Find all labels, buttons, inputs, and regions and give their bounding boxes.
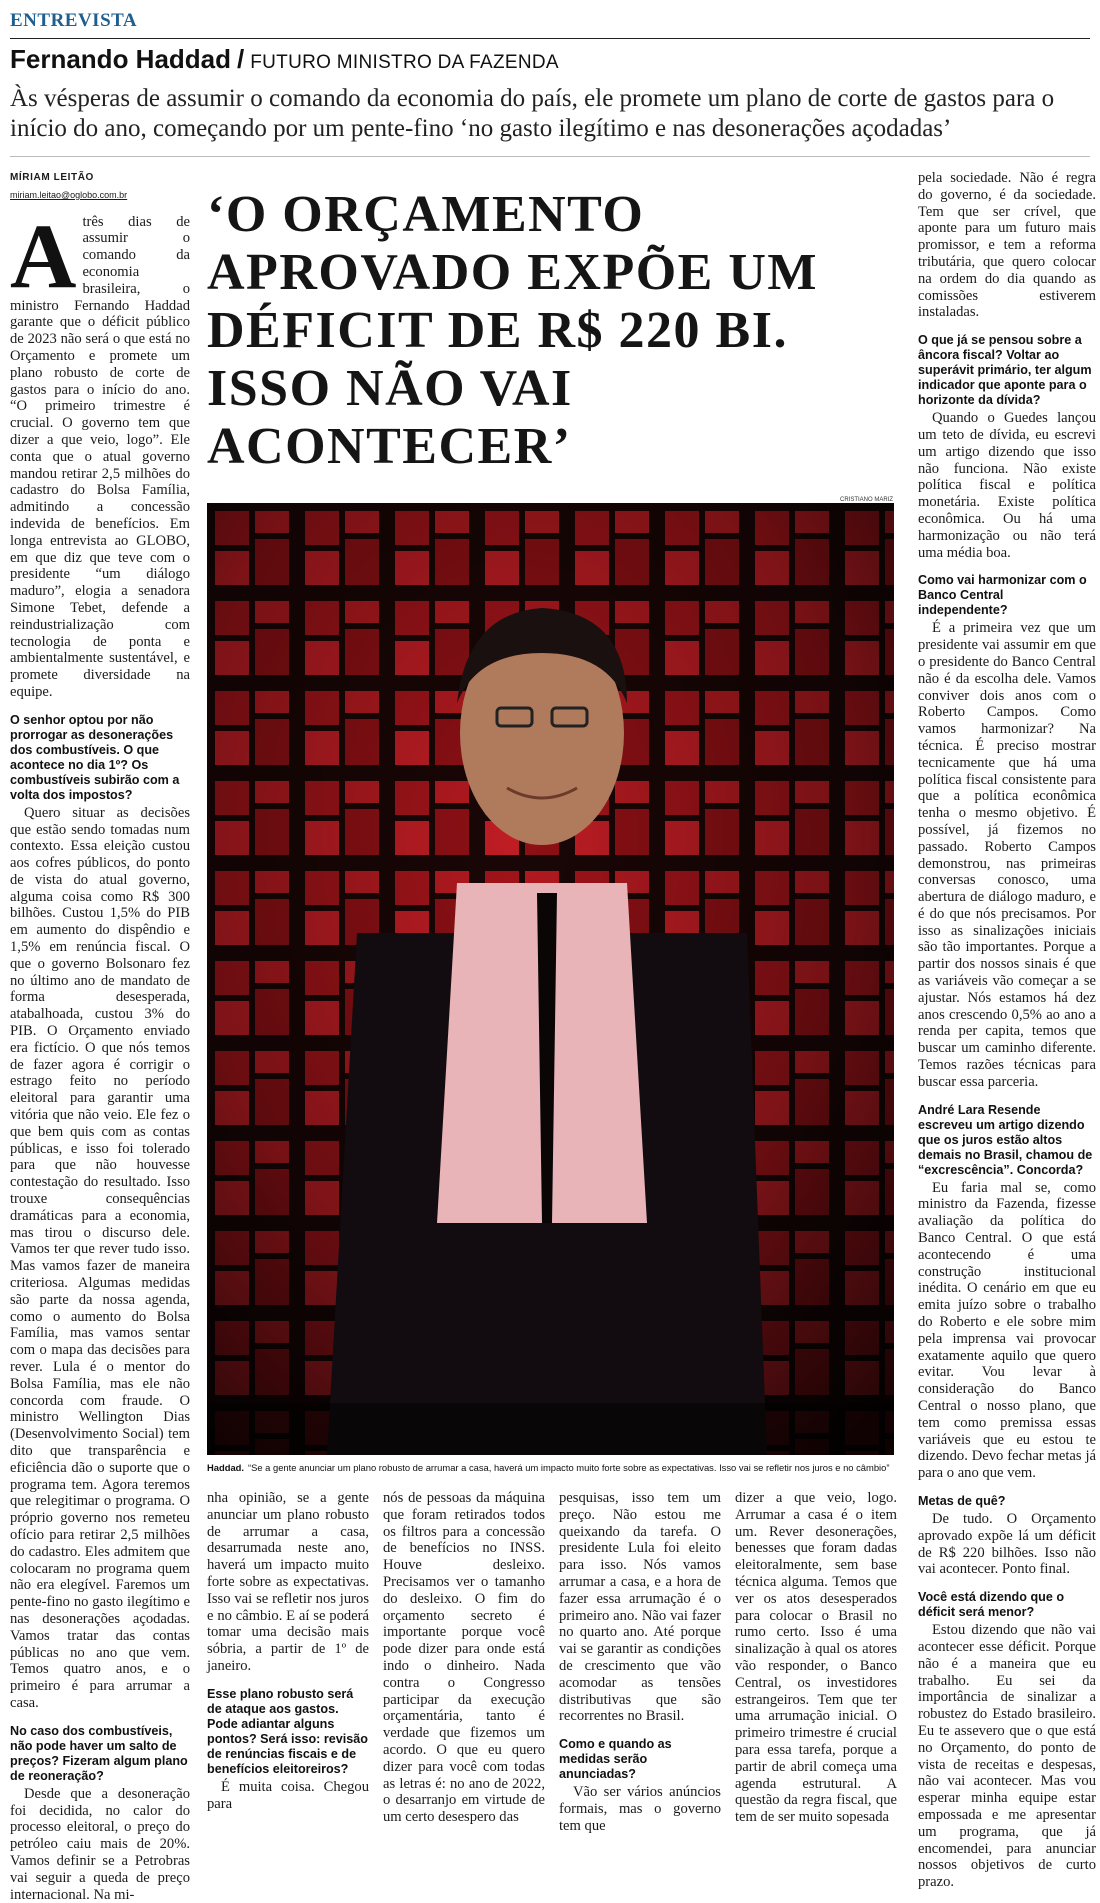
interview-question: Como e quando as medidas serão anunciadas? xyxy=(559,1737,672,1782)
article-column-left xyxy=(10,170,190,1903)
article-dek: Às vésperas de assumir o comando da economia do país, ele promete um plano de corte de gastos para o início do ano, começando por um pente-fino ‘no gasto ilegítimo e nas desonerações açodadas’ xyxy=(10,85,1055,142)
article-lede: três dias de assumir o comando da economia brasileira, o ministro Fernando Haddad garante que o déficit público de 2023 não será o que está no Orçamento e promete um plano robusto de corte de gastos para o início do ano. “O primeiro trimestre é crucial. O governo tem que dizer a que veio, logo”. Ele conta que o atual governo mandou retirar 2,5 milhões do cadastro do Bolsa Família, admitindo a concessão indevida de benefícios. Em longa entrevista ao GLOBO, em que diz que teve com o presidente “um diálogo maduro”, elogia a senadora Simone Tebet, defende a reindustrialização com tecnologia de ponta e ambientalmente sustentável, e promete diversidade na equipe. xyxy=(10,213,190,700)
interview-headline xyxy=(10,44,559,75)
interview-answer: Quando o Guedes lançou um teto de dívida, eu escrevi um artigo dizendo que isso não funciona. Não existe política fiscal e política monetária. Existe política econômica. Ou há uma harmonização ou não terá uma média boa. xyxy=(918,410,1096,561)
article-column-bottom-4 xyxy=(735,1490,897,1826)
interview-question: Como vai harmonizar com o Banco Central independente? xyxy=(918,573,1087,618)
article-paragraph: nha opinião, se a gente anunciar um plano robusto de arrumar a casa, desarrumada neste ano, haverá um impacto muito forte sobre as expectativas. Isso vai se refletir nos juros e no câmbio. E aí se poderá tomar uma decisão mais sóbria, a partir de 1º de janeiro. xyxy=(207,1490,369,1674)
header-divider xyxy=(10,38,1090,39)
article-paragraph: dizer a que veio, logo. Arrumar a casa é o item um. Rever desonerações, benesses que foram dadas eleitoralmente, sem base técnica alguma. Temos que ver os atos desesperados para colocar o Brasil no rumo certo. Isso é uma sinalização à qual os atores vão responder, o Banco Central, os investidores estrangeiros. Tem que ter uma arrumação inicial. O primeiro trimestre é crucial para essa tarefa, porque a partir de abril começa uma agenda estrutural. A questão da regra fiscal, que tem de ser muito sopesada xyxy=(735,1490,897,1826)
dek-divider xyxy=(10,156,1090,157)
interview-question: Metas de quê? xyxy=(918,1494,1006,1508)
headline-separator: / xyxy=(237,44,245,74)
interviewee-name: Fernando Haddad xyxy=(10,44,232,74)
author-byline: MÍRIAM LEITÃO xyxy=(10,172,94,183)
interview-question: O senhor optou por não prorrogar as desonerações dos combustíveis. O que acontece no dia 1º? Os combustíveis subirão com a volta dos impostos? xyxy=(10,712,180,802)
interview-answer: Eu faria mal se, como ministro da Fazenda, fizesse avaliação da política do Banco Central. O que está acontecendo é uma construção institucional inédita. O cenário em que eu emita juízo sobre o trabalho do Roberto e ele sobre mim pela imprensa vai provocar exatamente aquilo que quero evitar. Vou levar à consideração do Banco Central o nosso plano, que tem como premissa essas variáveis que eu estou te dizendo. Devo fechar metas já para o ano que vem. xyxy=(918,1179,1096,1482)
interview-answer: De tudo. O Orçamento aprovado expõe lá um déficit de R$ 220 bilhões. Isso não vai acontecer. Ponto final. xyxy=(918,1511,1096,1578)
author-email[interactable]: miriam.leitao@oglobo.com.br xyxy=(10,189,128,200)
interview-question: No caso dos combustíveis, não pode haver um salto de preços? Fizeram algum plano de reoneração? xyxy=(10,1723,188,1783)
interviewee-role: FUTURO MINISTRO DA FAZENDA xyxy=(250,52,559,73)
drop-cap: A xyxy=(10,204,77,307)
pull-quote-headline: ‘O ORÇAMENTO APROVADO EXPÕE UM DÉFICIT DE R$ 220 BI. ISSO NÃO VAI ACONTECER’ xyxy=(207,186,818,475)
article-paragraph: nós de pessoas da máquina que foram retirados todos os filtros para a concessão de benefícios no INSS. Houve desleixo. Precisamos ver o tamanho do desleixo. O fim do orçamento secreto é importante porque você pode dizer para onde está indo o dinheiro. Nada contra o Congresso participar da execução orçamentária, tanto é verdade que fizemos um acordo. O que eu quero dizer para você com todas as letras é: no ano de 2022, o desarranjo em virtude de um certo desespero das xyxy=(383,1490,545,1826)
interview-question: Você está dizendo que o déficit será menor? xyxy=(918,1590,1065,1620)
interview-question: Esse plano robusto será de ataque aos gastos. Pode adiantar alguns pontos? Será isso: revisão de renúncias fiscais e de benefícios eleitoreiros? xyxy=(207,1686,368,1776)
interview-answer: É a primeira vez que um presidente vai assumir em que o presidente do Banco Central não é da escolha dele. Vamos conviver dois anos com o Roberto Campos. Como vamos harmonizar? Na técnica. É preciso mostrar tecnicamente que há uma política fiscal consistente para que a política econômica tenha o mesmo objetivo. É possível, já fizemos no passado. Roberto Campos demonstrou, nas primeiras conversas conosco, uma abertura de diálogo maduro, e é do que nós precisamos. Por isso as sinalizações iniciais são tão importantes. Porque a partir dos nossos sinais é que as variáveis vão começar a se ajustar. Nós estamos há dez anos crescendo 0,5% ao ano a renda per capita, temos que buscar um caminho diferente. Temos razões técnicas para buscar essa parceria. xyxy=(918,620,1096,1090)
interview-answer: Vão ser vários anúncios formais, mas o governo tem que xyxy=(559,1784,721,1834)
caption-text: “Se a gente anunciar um plano robusto de arrumar a casa, haverá um impacto muito forte sobre as expectativas. Isso vai se refletir nos juros e no câmbio” xyxy=(247,1462,890,1473)
article-column-bottom-2 xyxy=(383,1490,545,1826)
portrait-illustration xyxy=(207,503,894,1455)
photo-credit: CRISTIANO MARIZ xyxy=(840,497,894,503)
article-paragraph: pela sociedade. Não é regra do governo, é da sociedade. Tem que ser crível, que aponte para um futuro mais promissor, e tem a reforma tributária, que quero colocar na ordem do dia quando as comissões estiverem instaladas. xyxy=(918,170,1096,321)
photo-caption xyxy=(207,1462,894,1473)
article-column-bottom-1 xyxy=(207,1490,369,1812)
article-column-right xyxy=(918,170,1096,1891)
interview-question: O que já se pensou sobre a âncora fiscal? Voltar ao superávit primário, ter algum indicador que aponte para o horizonte da dívida? xyxy=(918,333,1092,408)
interview-answer: É muita coisa. Chegou para xyxy=(207,1778,369,1812)
interview-answer: Estou dizendo que não vai acontecer esse déficit. Porque não é a maneira que eu trabalho. Eu sei da importância de sinalizar a robustez do Estado brasileiro. Eu te assevero que o que está no Orçamento, do ponto de vista de receitas e despesas, não vai acontecer. Mas vou esperar minha equipe estar empossada e me apresentar um programa, que já encomendei, para anunciar nossos objetivos de curto prazo. xyxy=(918,1622,1096,1891)
interview-answer: Desde que a desoneração foi decidida, no calor do processo eleitoral, o preço do petróleo caiu mais de 20%. Vamos definir se a Petrobras vai seguir a queda de preço internacional. Na mi- xyxy=(10,1785,190,1903)
caption-label: Haddad. xyxy=(207,1462,244,1473)
portrait-photo xyxy=(207,503,894,1455)
article-column-bottom-3 xyxy=(559,1490,721,1834)
article-paragraph: pesquisas, isso tem um preço. Não estou me queixando da tarefa. O presidente Lula foi eleito para isso. Nós vamos arrumar a casa, e a hora de fazer essa arrumação é o primeiro ano. Não vai fazer no quarto ano. Até porque vai se garantir as condições de crescimento que vão acomodar as tensões distributivas que são recorrentes no Brasil. xyxy=(559,1490,721,1725)
interview-answer: Quero situar as decisões que estão sendo tomadas num contexto. Essa eleição custou aos cofres públicos, do ponto de vista do atual governo, alguma coisa como R$ 300 bilhões. Custou 1,5% do PIB em aumento do dispêndio e 1,5% em renúncia fiscal. O que o governo Bolsonaro fez no último ano de mandato de forma desesperada, atabalhoada, custou 3% do PIB. O Orçamento enviado era fictício. O que nós temos de fazer agora é corrigir o estrago feito no período eleitoral para garantir uma vitória que não veio. Ele fez o que bem quis com as contas públicas, e isso foi tolerado para que não houvesse contestação do resultado. Isso trouxe consequências dramáticas para a economia, mas tirou o discurso dele. Vamos ter que rever tudo isso. Mas vamos fazer de maneira criteriosa. Algumas medidas são parte da nossa agenda, como o aumento do Bolsa Família, mas vamos sentar com o mapa das decisões para rever. Lula é o mentor do Bolsa Família, mas ele não concorda com fraude. O ministro Wellington Dias (Desenvolvimento Social) tem dito que transparência e eficiência dão o suporte que o programa tem. Agora teremos que relegitimar o programa. O próprio governo nos remeteu ofício para retirar 2,5 milhões do cadastro. Eles admitem que colocaram no programa quem não era elegível. Faremos um pente-fino no gasto ilegítimo e nas desonerações açodadas. Vamos tratar das contas públicas no ano que vem. Temos quatro anos, e o primeiro é para arrumar a casa. xyxy=(10,804,190,1711)
interview-question: André Lara Resende escreveu um artigo dizendo que os juros estão altos demais no Brasil, chamou de “excrescência”. Concorda? xyxy=(918,1102,1093,1177)
section-label: ENTREVISTA xyxy=(10,10,138,31)
